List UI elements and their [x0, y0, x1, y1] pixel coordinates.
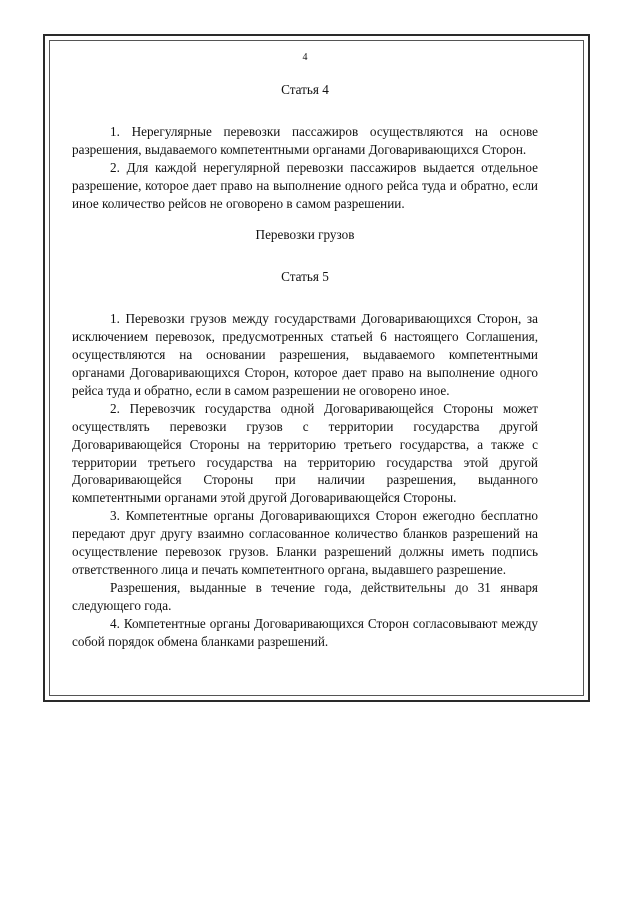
article-5-paragraph: Разрешения, выданные в течение года, действительны до 31 января следующего года. — [72, 579, 538, 613]
section-title-cargo: Перевозки грузов — [255, 227, 355, 243]
page-number: 4 — [302, 52, 308, 63]
article-5-title: Статья 5 — [281, 269, 329, 285]
article-4-paragraph: 2. Для каждой нерегулярной перевозки пассажиров выдается отдельное разрешение, которое дает право на выполнение одного рейса туда и обратно, если иное количество рейсов не оговорено в самом разрешении. — [72, 159, 538, 211]
article-5-paragraph: 3. Компетентные органы Договаривающихся Сторон ежегодно бесплатно передают друг другу взаимно согласованное количество бланков разрешений на осуществление перевозок грузов. Бланки разрешений должны иметь подпись ответственного лица и печать компетентного органа, выдавшего разрешение. — [72, 508, 538, 577]
article-5-paragraph: 1. Перевозки грузов между государствами Договаривающихся Сторон, за исключением перевозок, предусмотренных статьей 6 настоящего Соглашения, осуществляются на основании разрешения, выдаваемого компетентными органами Договаривающихся Сторон, которое дает право на выполнение одного рейса туда и обратно, если в самом разрешении не оговорено иное. — [72, 311, 538, 398]
article-5-paragraph: 2. Перевозчик государства одной Договаривающейся Стороны может осуществлять перевозки грузов с территории государства другой Договаривающейся Стороны на территорию третьего государства, а также с территории третьего государства на территорию государства этой другой Договаривающейся Стороны при наличии разрешения, выданного компетентными органами этой другой Договаривающейся Стороны. — [72, 400, 538, 506]
article-5-paragraph: 4. Компетентные органы Договаривающихся Сторон согласовывают между собой порядок обмена бланками разрешений. — [72, 615, 538, 649]
article-4-title: Статья 4 — [281, 82, 329, 97]
document-body — [72, 52, 538, 650]
article-4-paragraph: 1. Нерегулярные перевозки пассажиров осуществляются на основе разрешения, выдаваемого компетентными органами Договаривающихся Сторон. — [72, 123, 538, 157]
